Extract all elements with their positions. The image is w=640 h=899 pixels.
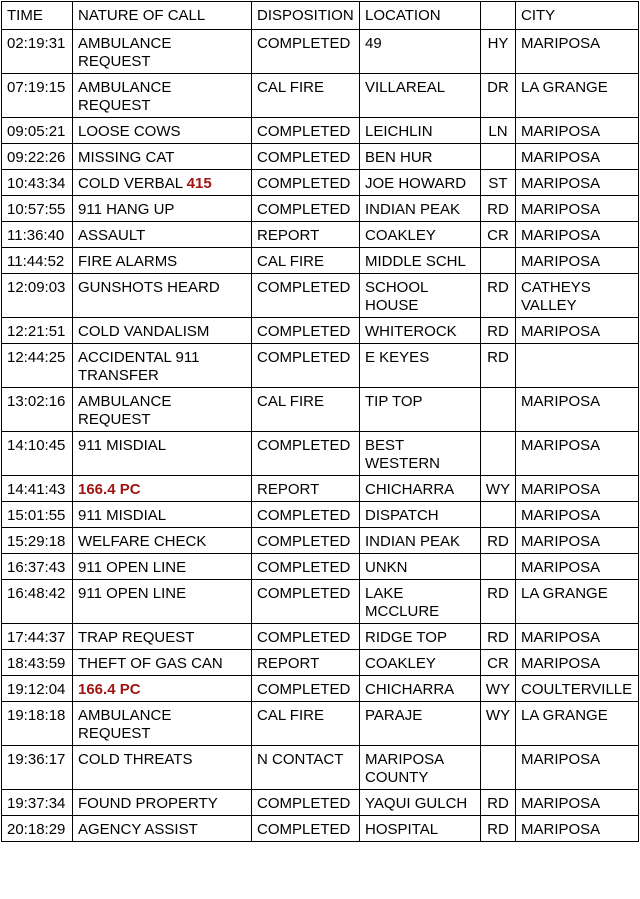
cell-time: 19:37:34 bbox=[2, 790, 73, 816]
cell-time: 10:57:55 bbox=[2, 196, 73, 222]
nature-text: AMBULANCE REQUEST bbox=[78, 35, 172, 70]
cell-location: CHICHARRA bbox=[360, 676, 481, 702]
header-time: TIME bbox=[2, 2, 73, 30]
cell-time: 13:02:16 bbox=[2, 388, 73, 432]
cell-city: MARIPOSA bbox=[516, 528, 639, 554]
nature-text: LOOSE COWS bbox=[78, 123, 181, 140]
nature-text: AGENCY ASSIST bbox=[78, 821, 198, 838]
cell-street-suffix: RD bbox=[481, 196, 516, 222]
cell-location: YAQUI GULCH bbox=[360, 790, 481, 816]
cell-nature bbox=[73, 816, 252, 842]
header-disposition: DISPOSITION bbox=[252, 2, 360, 30]
table-row bbox=[2, 554, 639, 580]
cell-nature bbox=[73, 170, 252, 196]
cell-time: 12:21:51 bbox=[2, 318, 73, 344]
cell-city bbox=[516, 344, 639, 388]
cell-time: 20:18:29 bbox=[2, 816, 73, 842]
cell-street-suffix: RD bbox=[481, 816, 516, 842]
table-row bbox=[2, 388, 639, 432]
cell-nature bbox=[73, 318, 252, 344]
cell-street-suffix bbox=[481, 502, 516, 528]
cell-time: 15:01:55 bbox=[2, 502, 73, 528]
cell-time: 12:44:25 bbox=[2, 344, 73, 388]
cell-nature bbox=[73, 196, 252, 222]
cell-city: CATHEYS VALLEY bbox=[516, 274, 639, 318]
cell-location: SCHOOL HOUSE bbox=[360, 274, 481, 318]
header-suffix bbox=[481, 2, 516, 30]
cell-street-suffix: RD bbox=[481, 274, 516, 318]
cell-city: MARIPOSA bbox=[516, 746, 639, 790]
cell-city: MARIPOSA bbox=[516, 816, 639, 842]
table-row bbox=[2, 624, 639, 650]
cell-location: VILLAREAL bbox=[360, 74, 481, 118]
table-row bbox=[2, 790, 639, 816]
cell-disposition: COMPLETED bbox=[252, 816, 360, 842]
table-row bbox=[2, 746, 639, 790]
nature-code-highlight: 415 bbox=[186, 175, 212, 192]
cell-disposition: COMPLETED bbox=[252, 344, 360, 388]
cell-location: RIDGE TOP bbox=[360, 624, 481, 650]
table-row bbox=[2, 74, 639, 118]
cell-location: LAKE MCCLURE bbox=[360, 580, 481, 624]
table-row bbox=[2, 274, 639, 318]
cell-disposition: COMPLETED bbox=[252, 502, 360, 528]
cell-street-suffix bbox=[481, 388, 516, 432]
cell-city: MARIPOSA bbox=[516, 624, 639, 650]
cell-nature bbox=[73, 676, 252, 702]
cell-nature bbox=[73, 388, 252, 432]
nature-text: TRAP REQUEST bbox=[78, 629, 195, 646]
cell-time: 14:10:45 bbox=[2, 432, 73, 476]
nature-text: 911 MISDIAL bbox=[78, 437, 167, 454]
table-row bbox=[2, 344, 639, 388]
cell-location: TIP TOP bbox=[360, 388, 481, 432]
cell-disposition: COMPLETED bbox=[252, 144, 360, 170]
cell-nature bbox=[73, 790, 252, 816]
table-row bbox=[2, 318, 639, 344]
table-row bbox=[2, 580, 639, 624]
table-row bbox=[2, 196, 639, 222]
table-row bbox=[2, 30, 639, 74]
nature-text: COLD THREATS bbox=[78, 751, 193, 768]
nature-text: FOUND PROPERTY bbox=[78, 795, 218, 812]
cell-disposition: CAL FIRE bbox=[252, 702, 360, 746]
header-nature: NATURE OF CALL bbox=[73, 2, 252, 30]
cell-disposition: CAL FIRE bbox=[252, 388, 360, 432]
cell-location: COAKLEY bbox=[360, 222, 481, 248]
cell-location: COAKLEY bbox=[360, 650, 481, 676]
cell-city: MARIPOSA bbox=[516, 118, 639, 144]
cell-disposition: COMPLETED bbox=[252, 554, 360, 580]
cell-location: 49 bbox=[360, 30, 481, 74]
table-row bbox=[2, 816, 639, 842]
nature-text: AMBULANCE REQUEST bbox=[78, 393, 172, 428]
nature-text: ACCIDENTAL 911 TRANSFER bbox=[78, 349, 200, 384]
cell-street-suffix: CR bbox=[481, 222, 516, 248]
nature-text: GUNSHOTS HEARD bbox=[78, 279, 220, 296]
cell-city: MARIPOSA bbox=[516, 790, 639, 816]
cell-time: 15:29:18 bbox=[2, 528, 73, 554]
cell-disposition: CAL FIRE bbox=[252, 74, 360, 118]
cell-disposition: CAL FIRE bbox=[252, 248, 360, 274]
cell-city: MARIPOSA bbox=[516, 30, 639, 74]
cell-street-suffix: RD bbox=[481, 318, 516, 344]
cell-disposition: REPORT bbox=[252, 476, 360, 502]
cell-city: MARIPOSA bbox=[516, 170, 639, 196]
cell-city: MARIPOSA bbox=[516, 144, 639, 170]
cell-street-suffix: HY bbox=[481, 30, 516, 74]
cell-location: PARAJE bbox=[360, 702, 481, 746]
cell-disposition: COMPLETED bbox=[252, 624, 360, 650]
table-row bbox=[2, 676, 639, 702]
cell-city: MARIPOSA bbox=[516, 248, 639, 274]
cell-time: 19:36:17 bbox=[2, 746, 73, 790]
cell-time: 19:12:04 bbox=[2, 676, 73, 702]
cell-city: MARIPOSA bbox=[516, 318, 639, 344]
cell-disposition: REPORT bbox=[252, 222, 360, 248]
cell-disposition: COMPLETED bbox=[252, 196, 360, 222]
cell-location: BEST WESTERN bbox=[360, 432, 481, 476]
table-row bbox=[2, 118, 639, 144]
cell-location: MIDDLE SCHL bbox=[360, 248, 481, 274]
cell-location: E KEYES bbox=[360, 344, 481, 388]
call-log-table bbox=[1, 1, 639, 842]
nature-text: COLD VERBAL bbox=[78, 175, 187, 192]
table-row bbox=[2, 432, 639, 476]
cell-street-suffix: RD bbox=[481, 580, 516, 624]
cell-nature bbox=[73, 580, 252, 624]
cell-location: INDIAN PEAK bbox=[360, 528, 481, 554]
cell-city: COULTERVILLE bbox=[516, 676, 639, 702]
nature-text: MISSING CAT bbox=[78, 149, 175, 166]
cell-nature bbox=[73, 118, 252, 144]
cell-location: INDIAN PEAK bbox=[360, 196, 481, 222]
table-row bbox=[2, 476, 639, 502]
nature-text: 911 OPEN LINE bbox=[78, 585, 187, 602]
cell-nature bbox=[73, 528, 252, 554]
cell-street-suffix bbox=[481, 432, 516, 476]
cell-time: 09:05:21 bbox=[2, 118, 73, 144]
cell-disposition: COMPLETED bbox=[252, 318, 360, 344]
cell-nature bbox=[73, 554, 252, 580]
cell-disposition: COMPLETED bbox=[252, 790, 360, 816]
table-row bbox=[2, 702, 639, 746]
cell-nature bbox=[73, 650, 252, 676]
cell-nature bbox=[73, 432, 252, 476]
cell-street-suffix: WY bbox=[481, 702, 516, 746]
cell-disposition: COMPLETED bbox=[252, 528, 360, 554]
nature-text: ASSAULT bbox=[78, 227, 146, 244]
cell-nature bbox=[73, 746, 252, 790]
cell-street-suffix: RD bbox=[481, 528, 516, 554]
cell-nature bbox=[73, 74, 252, 118]
cell-street-suffix: LN bbox=[481, 118, 516, 144]
cell-time: 10:43:34 bbox=[2, 170, 73, 196]
cell-street-suffix bbox=[481, 746, 516, 790]
cell-disposition: COMPLETED bbox=[252, 30, 360, 74]
cell-time: 12:09:03 bbox=[2, 274, 73, 318]
table-row bbox=[2, 248, 639, 274]
cell-disposition: COMPLETED bbox=[252, 274, 360, 318]
cell-nature bbox=[73, 274, 252, 318]
cell-street-suffix bbox=[481, 554, 516, 580]
nature-text: WELFARE CHECK bbox=[78, 533, 207, 550]
nature-text: COLD VANDALISM bbox=[78, 323, 210, 340]
cell-location: MARIPOSA COUNTY bbox=[360, 746, 481, 790]
cell-street-suffix bbox=[481, 144, 516, 170]
cell-street-suffix: RD bbox=[481, 624, 516, 650]
cell-time: 17:44:37 bbox=[2, 624, 73, 650]
cell-time: 16:48:42 bbox=[2, 580, 73, 624]
table-row bbox=[2, 650, 639, 676]
cell-street-suffix: RD bbox=[481, 790, 516, 816]
table-row bbox=[2, 222, 639, 248]
cell-time: 09:22:26 bbox=[2, 144, 73, 170]
cell-city: MARIPOSA bbox=[516, 388, 639, 432]
cell-street-suffix bbox=[481, 248, 516, 274]
cell-nature bbox=[73, 248, 252, 274]
header-location: LOCATION bbox=[360, 2, 481, 30]
cell-city: MARIPOSA bbox=[516, 196, 639, 222]
cell-nature bbox=[73, 222, 252, 248]
cell-city: MARIPOSA bbox=[516, 432, 639, 476]
cell-nature bbox=[73, 144, 252, 170]
nature-text: AMBULANCE REQUEST bbox=[78, 79, 172, 114]
cell-disposition: COMPLETED bbox=[252, 118, 360, 144]
table-row bbox=[2, 528, 639, 554]
cell-time: 16:37:43 bbox=[2, 554, 73, 580]
cell-street-suffix: CR bbox=[481, 650, 516, 676]
table-row bbox=[2, 502, 639, 528]
table-row bbox=[2, 144, 639, 170]
header-row bbox=[2, 2, 639, 30]
cell-nature bbox=[73, 502, 252, 528]
cell-time: 02:19:31 bbox=[2, 30, 73, 74]
cell-nature bbox=[73, 30, 252, 74]
cell-location: UNKN bbox=[360, 554, 481, 580]
nature-text: AMBULANCE REQUEST bbox=[78, 707, 172, 742]
cell-nature bbox=[73, 344, 252, 388]
cell-street-suffix: RD bbox=[481, 344, 516, 388]
cell-city: LA GRANGE bbox=[516, 580, 639, 624]
cell-street-suffix: ST bbox=[481, 170, 516, 196]
cell-disposition: N CONTACT bbox=[252, 746, 360, 790]
cell-nature bbox=[73, 476, 252, 502]
cell-city: LA GRANGE bbox=[516, 702, 639, 746]
cell-city: MARIPOSA bbox=[516, 222, 639, 248]
cell-disposition: COMPLETED bbox=[252, 676, 360, 702]
cell-time: 11:36:40 bbox=[2, 222, 73, 248]
cell-disposition: COMPLETED bbox=[252, 580, 360, 624]
cell-city: MARIPOSA bbox=[516, 650, 639, 676]
cell-street-suffix: WY bbox=[481, 476, 516, 502]
cell-time: 18:43:59 bbox=[2, 650, 73, 676]
table-row bbox=[2, 170, 639, 196]
cell-location: CHICHARRA bbox=[360, 476, 481, 502]
cell-location: WHITEROCK bbox=[360, 318, 481, 344]
cell-disposition: COMPLETED bbox=[252, 432, 360, 476]
cell-disposition: COMPLETED bbox=[252, 170, 360, 196]
cell-city: LA GRANGE bbox=[516, 74, 639, 118]
cell-disposition: REPORT bbox=[252, 650, 360, 676]
cell-location: JOE HOWARD bbox=[360, 170, 481, 196]
nature-text: 911 MISDIAL bbox=[78, 507, 167, 524]
cell-time: 14:41:43 bbox=[2, 476, 73, 502]
cell-street-suffix: WY bbox=[481, 676, 516, 702]
cell-street-suffix: DR bbox=[481, 74, 516, 118]
nature-code-highlight: 166.4 PC bbox=[78, 681, 141, 698]
nature-text: 911 HANG UP bbox=[78, 201, 175, 218]
cell-city: MARIPOSA bbox=[516, 476, 639, 502]
header-city: CITY bbox=[516, 2, 639, 30]
cell-location: LEICHLIN bbox=[360, 118, 481, 144]
cell-time: 11:44:52 bbox=[2, 248, 73, 274]
cell-time: 19:18:18 bbox=[2, 702, 73, 746]
nature-code-highlight: 166.4 PC bbox=[78, 481, 141, 498]
cell-location: BEN HUR bbox=[360, 144, 481, 170]
cell-city: MARIPOSA bbox=[516, 502, 639, 528]
cell-location: HOSPITAL bbox=[360, 816, 481, 842]
cell-nature bbox=[73, 624, 252, 650]
cell-location: DISPATCH bbox=[360, 502, 481, 528]
nature-text: 911 OPEN LINE bbox=[78, 559, 187, 576]
cell-city: MARIPOSA bbox=[516, 554, 639, 580]
nature-text: THEFT OF GAS CAN bbox=[78, 655, 223, 672]
nature-text: FIRE ALARMS bbox=[78, 253, 178, 270]
cell-nature bbox=[73, 702, 252, 746]
cell-time: 07:19:15 bbox=[2, 74, 73, 118]
